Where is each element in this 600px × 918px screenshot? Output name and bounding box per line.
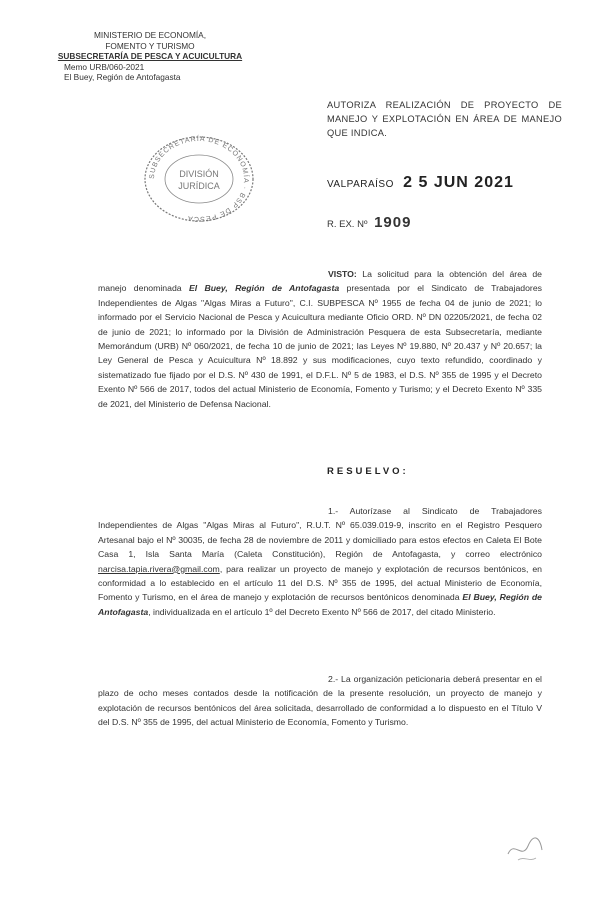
stamp-center-line-1: DIVISIÓN (179, 169, 219, 179)
resolution-number-line (327, 214, 411, 231)
document-title: AUTORIZA REALIZACIÓN DE PROYECTO DE MANEJO Y EXPLOTACIÓN EN ÁREA DE MANEJO QUE INDICA. (327, 100, 562, 138)
juridica-stamp (140, 134, 258, 224)
stamp-ring-text: SUBSECRETARÍA DE ECONOMÍA · BSP DE PESCA (148, 135, 250, 223)
visto-paragraph (98, 267, 542, 411)
area-reference: El Buey, Región de Antofagasta (64, 72, 181, 82)
resolution-item-1 (98, 504, 542, 619)
item1-text-1: 1.- Autorízase al Sindicato de Trabajadores Independientes de Algas "Algas Miras al Futuro", R.U.T. Nº 65.039.019-9, inscrito en el Registro Pesquero Artesanal bajo el Nº 30035, de fecha 28 de noviembre de 2011 y domiciliado para estos efectos en Caleta El Bote Casa 1, Isla Santa María (Caleta Constitución), Región de Antofagasta, y correo electrónico (98, 506, 542, 560)
visto-text-2: presentada por el Sindicato de Trabajadores Independientes de Algas "Algas Miras a Futuro", C.I. SUBPESCA Nº 1955 de fecha 04 de junio de 2021; lo informado por el Servicio Nacional de Pesca y Acuicultura mediante Oficio ORD. Nº DN 02205/2021, de fecha 02 de junio de 2021; lo informado por la División de Administración Pesquera de esta Subsecretaría, mediante Memorándum (URB) Nº 060/2021, de fecha 10 de junio de 2021; las Leyes Nº 19.880, Nº 20.437 y Nº 20.657; la Ley General de Pesca y Acuicultura Nº 18.892 y sus modificaciones, cuyo texto refundido, coordinado y sistematizado fue fijado por el D.S. Nº 430 de 1991, el D.F.L. Nº 5 de 1983, el D.S. Nº 355 de 1995 y el Decreto Exento Nº 566 de 2017, todos del actual Ministerio de Economía, Fomento y Turismo; y el Decreto Exento Nº 335 de 2021, del Ministerio de Defensa Nacional. (98, 283, 543, 409)
stamp-center-line-2: JURÍDICA (178, 181, 220, 191)
memo-reference: Memo URB/060-2021 (64, 61, 145, 72)
date-value: 2 5 JUN 2021 (403, 174, 514, 191)
item1-area-name: El Buey, Región de Antofagasta (98, 592, 542, 617)
resolution-number: 1909 (374, 214, 412, 231)
resolution-label: R. EX. Nº (327, 219, 368, 230)
resuelvo-heading: RESUELVO: (327, 466, 409, 477)
date-place: VALPARAÍSO (327, 179, 394, 190)
letterhead (40, 30, 260, 83)
item1-text-2: , para realizar un proyecto de manejo y explotación de recursos bentónicos, en conformidad a lo establecido en el artículo 11 del D.S. Nº 355 de 1995, del actual Ministerio de Economía, Fomento y Turismo, en el área de manejo y explotación de recursos bentónicos denominada (98, 563, 542, 603)
subsecretaria-line: SUBSECRETARÍA DE PESCA Y ACUICULTURA (57, 51, 243, 61)
visto-area-name: El Buey, Región de Antofagasta (188, 283, 340, 294)
signature-mark (500, 820, 550, 870)
visto-text-1: La solicitud para la obtención del área de manejo denominada (98, 269, 542, 294)
ministry-line-2: FOMENTO Y TURISMO (105, 40, 195, 51)
ministry-line-1: MINISTERIO DE ECONOMÍA, (93, 30, 207, 40)
item1-text-3: , individualizada en el artículo 1º del Decreto Exento Nº 566 de 2017, del citado Ministerio. (148, 606, 496, 617)
visto-label: VISTO: (328, 269, 357, 279)
contact-email: narcisa.tapia.rivera@gmail.com (98, 563, 220, 574)
resolution-item-2: 2.- La organización peticionaria deberá presentar en el plazo de ocho meses contados desde la notificación de la presente resolución, un proyecto de manejo y explotación de recursos bentónicos del área solicitada, desarrollado de conformidad a lo dispuesto en el Título V del D.S. Nº 355 de 1995, del actual Ministerio de Economía, Fomento y Turismo. (98, 674, 542, 728)
date-line (327, 174, 514, 192)
